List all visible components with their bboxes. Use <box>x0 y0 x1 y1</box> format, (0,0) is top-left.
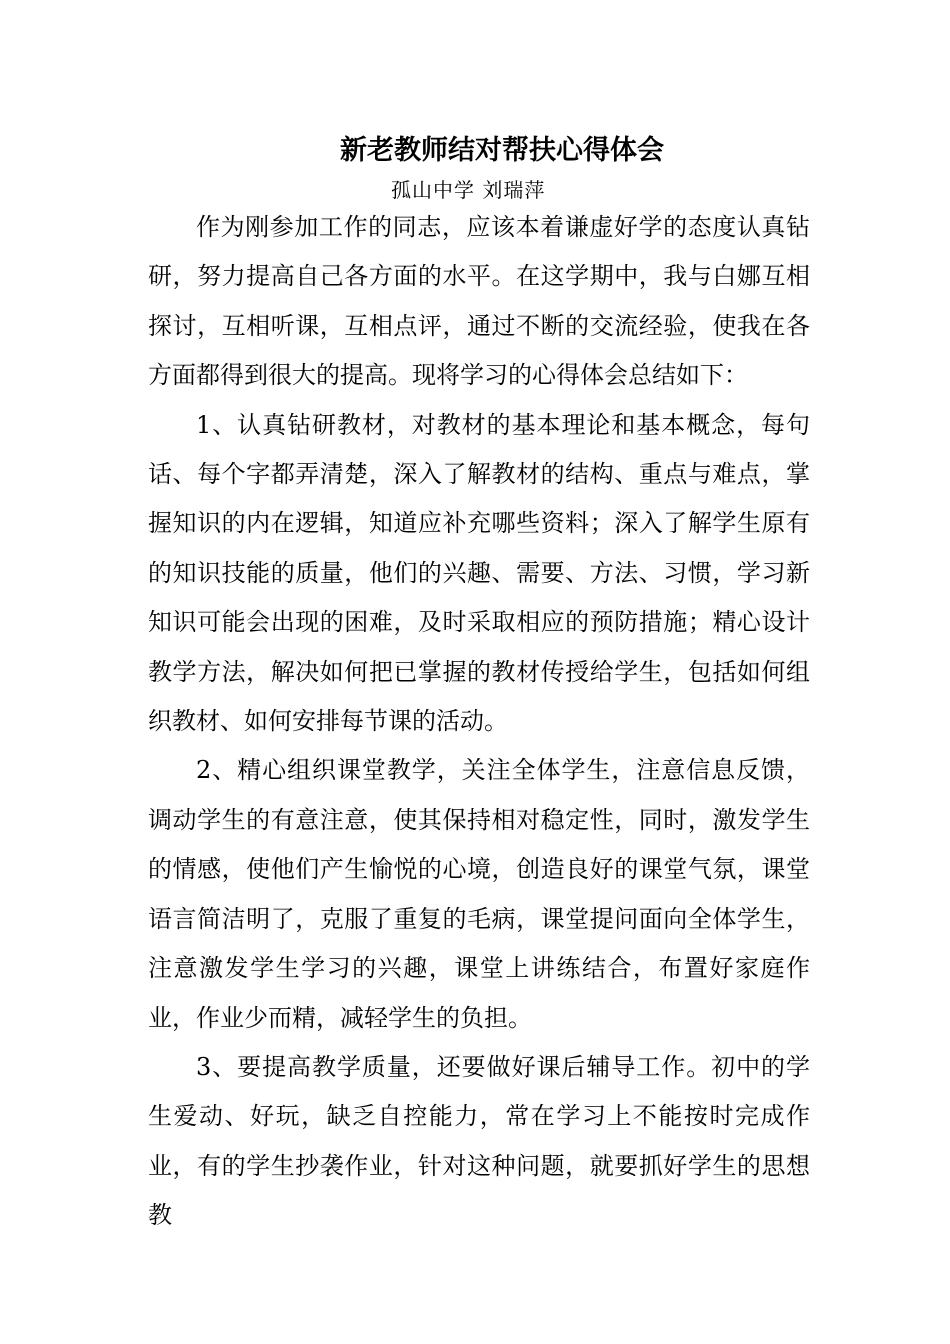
paragraph-intro: 作为刚参加工作的同志，应该本着谦虚好学的态度认真钻研，努力提高自己各方面的水平。在这学期中，我与白娜互相探讨，互相听课，互相点评，通过不断的交流经验，使我在各方面都得到很大的提高。现将学习的心得体会总结如下： <box>148 213 810 390</box>
paragraph-point-1: 1、认真钻研教材，对教材的基本理论和基本概念，每句话、每个字都弄清楚，深入了解教材的结构、重点与难点，掌握知识的内在逻辑，知道应补充哪些资料；深入了解学生原有的知识技能的质量，他们的兴趣、需要、方法、习惯，学习新知识可能会出现的困难，及时采取相应的预防措施；精心设计教学方法，解决如何把已掌握的教材传授给学生，包括如何组织教材、如何安排每节课的活动。 <box>148 410 810 736</box>
paragraph-point-3: 3、要提高教学质量，还要做好课后辅导工作。初中的学生爱动、好玩，缺乏自控能力，常在学习上不能按时完成作业，有的学生抄袭作业，针对这种问题，就要抓好学生的思想教 <box>148 1052 810 1230</box>
document-author: 孤山中学 刘瑞萍 <box>391 178 546 202</box>
document-body <box>148 203 810 1241</box>
document-title: 新老教师结对帮扶心得体会 <box>340 135 664 166</box>
paragraph-point-2: 2、精心组织课堂教学，关注全体学生，注意信息反馈，调动学生的有意注意，使其保持相对稳定性，同时，激发学生的情感，使他们产生愉悦的心境，创造良好的课堂气氛，课堂语言简洁明了，克服了重复的毛病，课堂提问面向全体学生，注意激发学生学习的兴趣，课堂上讲练结合，布置好家庭作业，作业少而精，减轻学生的负担。 <box>148 756 810 1032</box>
